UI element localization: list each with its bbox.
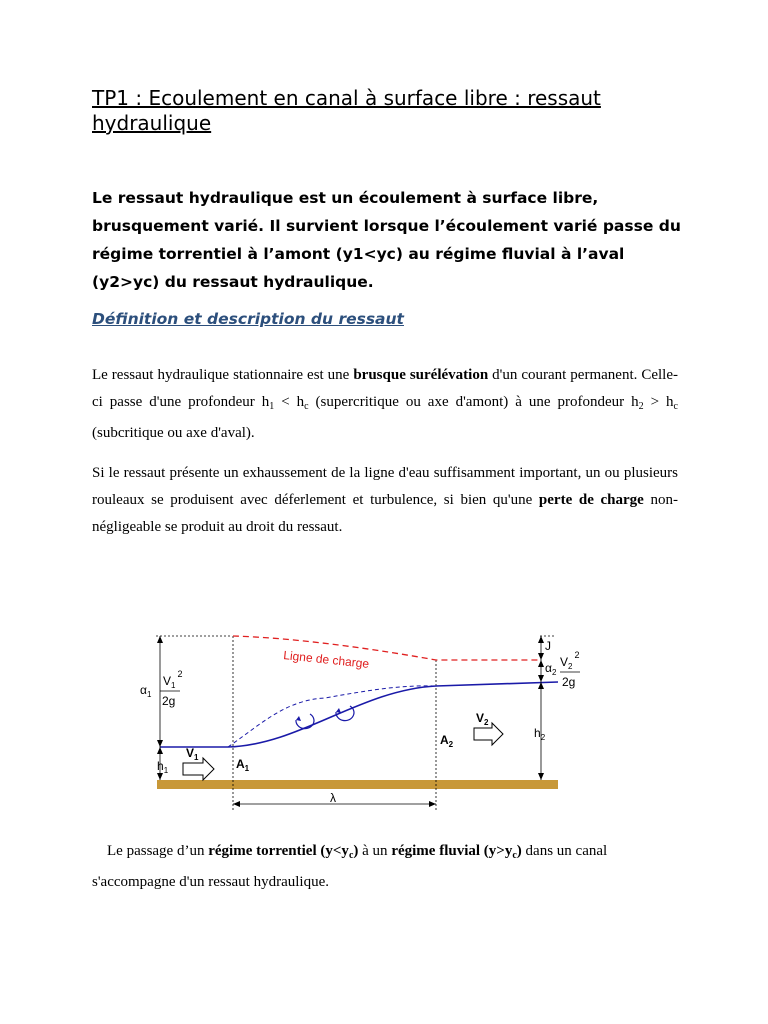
text-run: d'un courant permanent. Celle-ci passe d'une profondeur h [92, 367, 678, 410]
text-run: non-négligeable se produit au droit du ressaut. [92, 492, 678, 535]
text-run: Le ressaut hydraulique stationnaire est une [92, 367, 354, 383]
text-run: < h [274, 394, 305, 410]
v2-label: $V_2$ [476, 711, 489, 727]
roller-1-arrow [296, 716, 301, 721]
text-run: > h [643, 394, 674, 410]
v2-arrow-icon [474, 723, 503, 745]
v1-label: $V_1$ [186, 746, 199, 762]
text-run: (supercritique ou axe d'amont) à une profondeur h [308, 394, 639, 410]
two-g-label-1: 2g [162, 694, 176, 708]
bold-term: perte de charge [538, 492, 644, 508]
intro-paragraph: Le ressaut hydraulique est un écoulement à surface libre, brusquement varié. Il survient lorsque l’écoulement varié passe du régime torrentiel à l’amont (y1<yc) au régime fluvial à l’aval (y2>yc) du ressaut hydraulique. [92, 189, 681, 291]
a2-label: $A_2$ [440, 733, 454, 749]
energy-line-label: Ligne de charge [282, 648, 370, 671]
h2-label: $h_2$ [534, 726, 546, 742]
v1-squared-label: $V_1^2$ [163, 669, 183, 690]
roller-2-arrow [336, 708, 341, 713]
j-label: J [545, 639, 551, 653]
bold-term: régime fluvial $(y>y_c)$ [391, 843, 522, 861]
subscript: 2 [638, 401, 644, 412]
lambda-label: λ [330, 791, 336, 805]
conclusion-paragraph [92, 838, 692, 896]
text-run: (subcritique ou axe d'aval). [92, 425, 255, 441]
channel-bed [157, 780, 558, 789]
page-title: TP1 : Ecoulement en canal à surface libre : ressaut hydraulique [92, 86, 601, 135]
text-run: Le passage d’un [107, 843, 209, 859]
alpha2-label: $\alpha_2$ [545, 661, 557, 677]
subscript: 1 [269, 401, 275, 412]
v1-arrow-icon [183, 758, 214, 780]
roller-1 [296, 714, 314, 729]
two-g-label-2: 2g [562, 675, 576, 689]
bold-term: brusque surélévation [353, 367, 489, 383]
water-surface [160, 682, 558, 747]
subscript: c [304, 401, 309, 412]
text-run: Si le ressaut présente un exhaussement de la ligne d'eau suffisamment important, un ou plusieurs rouleaux se produisent avec déferlement et turbulence, si bien qu'une [92, 465, 678, 508]
v2-squared-label: $V_2^2$ [560, 650, 580, 671]
energy-line [233, 636, 540, 660]
text-run: dans un canal s'accompagne d'un ressaut hydraulique. [92, 843, 608, 890]
a1-label: $A_1$ [236, 757, 250, 773]
text-run: à un [358, 843, 392, 859]
alpha1-label: $\alpha_1$ [140, 683, 152, 699]
h1-label: $h_1$ [157, 759, 169, 775]
subscript: c [673, 401, 678, 412]
bold-term: régime torrentiel $(y<y_c)$ [208, 843, 359, 861]
section-heading: Définition et description du ressaut [92, 310, 404, 328]
